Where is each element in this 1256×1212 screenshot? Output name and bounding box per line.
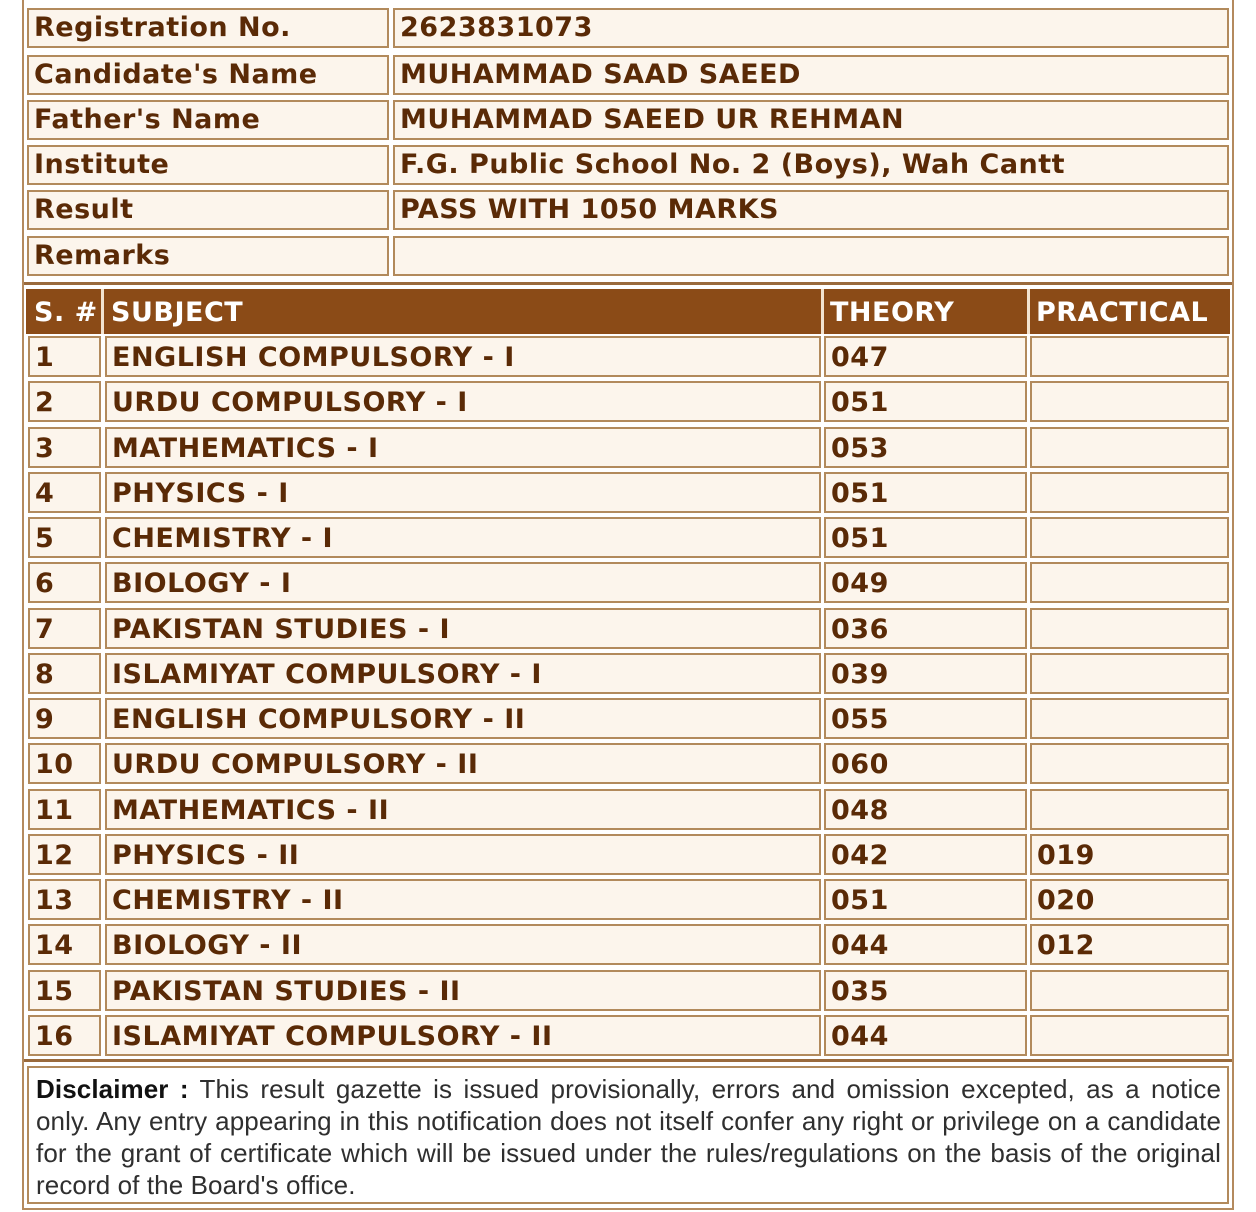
father-name-label: Father's Name — [27, 100, 389, 140]
header-practical: PRACTICAL — [1036, 297, 1209, 328]
row-practical-marks — [1030, 336, 1229, 377]
father-name-value: MUHAMMAD SAEED UR REHMAN — [393, 100, 1229, 140]
row-practical-marks — [1030, 743, 1229, 784]
row-serial: 12 — [28, 834, 101, 875]
section-divider — [24, 282, 1232, 285]
row-theory-marks: 048 — [824, 789, 1027, 830]
row-theory-marks: 049 — [824, 562, 1027, 603]
row-practical-marks — [1030, 562, 1229, 603]
row-practical-marks — [1030, 427, 1229, 468]
row-theory-marks: 055 — [824, 698, 1027, 739]
row-serial: 10 — [28, 743, 101, 784]
row-serial: 9 — [28, 698, 101, 739]
row-serial: 5 — [28, 517, 101, 558]
row-theory-marks: 047 — [824, 336, 1027, 377]
candidate-name-value: MUHAMMAD SAAD SAEED — [393, 55, 1229, 95]
row-theory-marks: 051 — [824, 879, 1027, 920]
row-practical-marks: 020 — [1030, 879, 1229, 920]
row-practical-marks — [1030, 381, 1229, 422]
row-subject: ENGLISH COMPULSORY - I — [105, 336, 821, 377]
row-subject: PHYSICS - I — [105, 472, 821, 513]
row-theory-marks: 044 — [824, 1015, 1027, 1056]
result-value: PASS WITH 1050 MARKS — [393, 190, 1229, 230]
row-theory-marks: 053 — [824, 427, 1027, 468]
row-serial: 13 — [28, 879, 101, 920]
row-practical-marks — [1030, 472, 1229, 513]
row-practical-marks — [1030, 653, 1229, 694]
header-subject: SUBJECT — [111, 297, 244, 328]
row-subject: BIOLOGY - II — [105, 924, 821, 965]
row-theory-marks: 051 — [824, 472, 1027, 513]
header-divider — [101, 289, 104, 334]
disclaimer-label: Disclaimer : — [36, 1074, 189, 1104]
row-serial: 1 — [28, 336, 101, 377]
row-subject: PAKISTAN STUDIES - II — [105, 970, 821, 1011]
remarks-value — [393, 236, 1229, 276]
result-label: Result — [27, 190, 389, 230]
row-subject: ISLAMIYAT COMPULSORY - I — [105, 653, 821, 694]
header-serial: S. # — [34, 297, 98, 328]
row-subject: ISLAMIYAT COMPULSORY - II — [105, 1015, 821, 1056]
row-subject: MATHEMATICS - II — [105, 789, 821, 830]
row-practical-marks — [1030, 789, 1229, 830]
row-serial: 16 — [28, 1015, 101, 1056]
row-subject: CHEMISTRY - II — [105, 879, 821, 920]
row-serial: 4 — [28, 472, 101, 513]
disclaimer-box — [27, 1066, 1229, 1204]
row-subject: URDU COMPULSORY - I — [105, 381, 821, 422]
row-serial: 6 — [28, 562, 101, 603]
institute-label: Institute — [27, 145, 389, 185]
row-serial: 2 — [28, 381, 101, 422]
registration-label: Registration No. — [27, 8, 389, 48]
row-theory-marks: 039 — [824, 653, 1027, 694]
row-serial: 15 — [28, 970, 101, 1011]
row-subject: MATHEMATICS - I — [105, 427, 821, 468]
row-theory-marks: 060 — [824, 743, 1027, 784]
row-theory-marks: 044 — [824, 924, 1027, 965]
row-theory-marks: 042 — [824, 834, 1027, 875]
row-serial: 8 — [28, 653, 101, 694]
remarks-label: Remarks — [27, 236, 389, 276]
row-practical-marks — [1030, 608, 1229, 649]
row-practical-marks: 012 — [1030, 924, 1229, 965]
registration-value: 2623831073 — [393, 8, 1229, 48]
row-subject: PHYSICS - II — [105, 834, 821, 875]
row-theory-marks: 051 — [824, 381, 1027, 422]
candidate-name-label: Candidate's Name — [27, 55, 389, 95]
row-practical-marks — [1030, 970, 1229, 1011]
institute-value: F.G. Public School No. 2 (Boys), Wah Cantt — [393, 145, 1229, 185]
row-subject: BIOLOGY - I — [105, 562, 821, 603]
row-subject: PAKISTAN STUDIES - I — [105, 608, 821, 649]
row-subject: CHEMISTRY - I — [105, 517, 821, 558]
row-subject: URDU COMPULSORY - II — [105, 743, 821, 784]
row-practical-marks — [1030, 698, 1229, 739]
row-serial: 11 — [28, 789, 101, 830]
row-theory-marks: 051 — [824, 517, 1027, 558]
row-serial: 7 — [28, 608, 101, 649]
header-theory: THEORY — [830, 297, 955, 328]
row-serial: 14 — [28, 924, 101, 965]
row-practical-marks — [1030, 1015, 1229, 1056]
row-theory-marks: 035 — [824, 970, 1027, 1011]
row-theory-marks: 036 — [824, 608, 1027, 649]
row-serial: 3 — [28, 427, 101, 468]
section-divider — [24, 1059, 1232, 1062]
row-subject: ENGLISH COMPULSORY - II — [105, 698, 821, 739]
row-practical-marks — [1030, 517, 1229, 558]
disclaimer-text: This result gazette is issued provisionally, errors and omission excepted, as a notice only. Any entry appearing in this notification does not itself confer any right or privilege on a candidate for the grant of certificate which will be issued under the rules/regulations on the basis of the original record of the Board's office. — [36, 1074, 1222, 1200]
row-practical-marks: 019 — [1030, 834, 1229, 875]
